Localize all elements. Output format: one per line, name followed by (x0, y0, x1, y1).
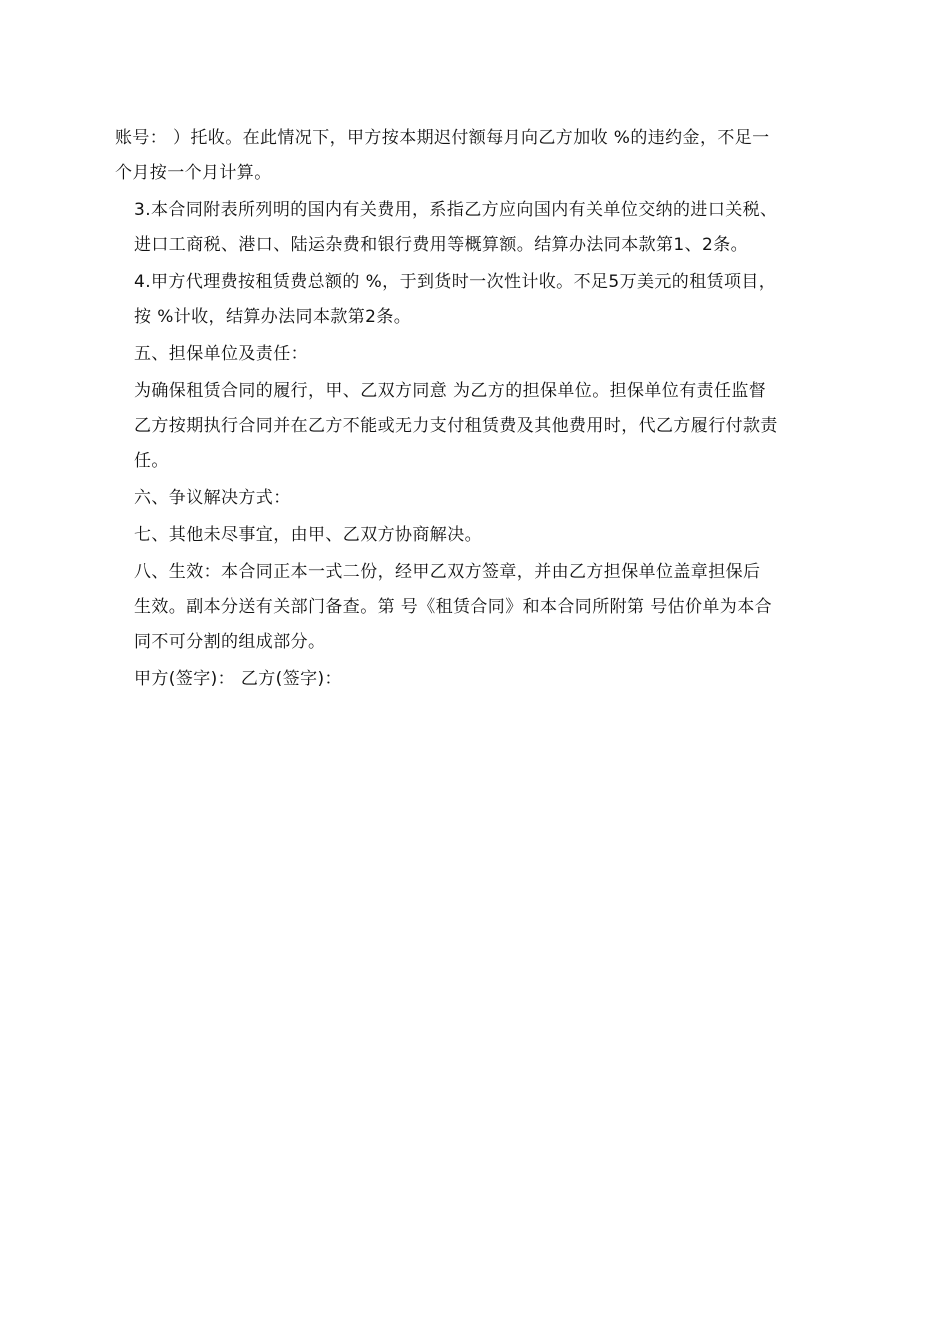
text-line: 乙方按期执行合同并在乙方不能或无力支付租赁费及其他费用时，代乙方履行付款责 (134, 416, 778, 436)
text-line: 七、其他未尽事宜，由甲、乙双方协商解决。 (134, 525, 482, 545)
paragraph-clause-3-domestic-fees (115, 193, 845, 263)
text-line: 甲方(签字)： 乙方(签字)： (134, 669, 342, 689)
paragraph-payment-terms (115, 121, 845, 191)
text-line: 八、生效：本合同正本一式二份，经甲乙双方签章，并由乙方担保单位盖章担保后 (134, 562, 761, 582)
paragraph-clause-4-agency-fee (115, 265, 845, 335)
text-line: 按 %计收，结算办法同本款第2条。 (134, 307, 412, 327)
document-body (115, 121, 845, 699)
section-heading-other-matters (115, 518, 845, 553)
text-line: 六、争议解决方式： (134, 488, 291, 508)
text-line: 五、担保单位及责任： (134, 344, 308, 364)
signature-line (115, 662, 845, 697)
text-line: 个月按一个月计算。 (115, 163, 272, 183)
text-line: 账号： ）托收。在此情况下，甲方按本期迟付额每月向乙方加收 %的违约金，不足一 (115, 128, 770, 148)
text-line: 为确保租赁合同的履行，甲、乙双方同意 为乙方的担保单位。担保单位有责任监督 (134, 381, 767, 401)
text-line: 任。 (134, 451, 169, 471)
section-heading-dispute-resolution (115, 481, 845, 516)
section-heading-guarantor (115, 337, 845, 372)
text-line: 进口工商税、港口、陆运杂费和银行费用等概算额。结算办法同本款第1、2条。 (134, 235, 749, 255)
text-line: 同不可分割的组成部分。 (134, 632, 326, 652)
paragraph-guarantor-responsibility (115, 374, 845, 479)
paragraph-effectiveness (115, 555, 845, 660)
text-line: 生效。副本分送有关部门备查。第 号《租赁合同》和本合同所附第 号估价单为本合 (134, 597, 773, 617)
text-line: 4.甲方代理费按租赁费总额的 %，于到货时一次性计收。不足5万美元的租赁项目， (134, 272, 777, 292)
text-line: 3.本合同附表所列明的国内有关费用，系指乙方应向国内有关单位交纳的进口关税、 (134, 200, 778, 220)
